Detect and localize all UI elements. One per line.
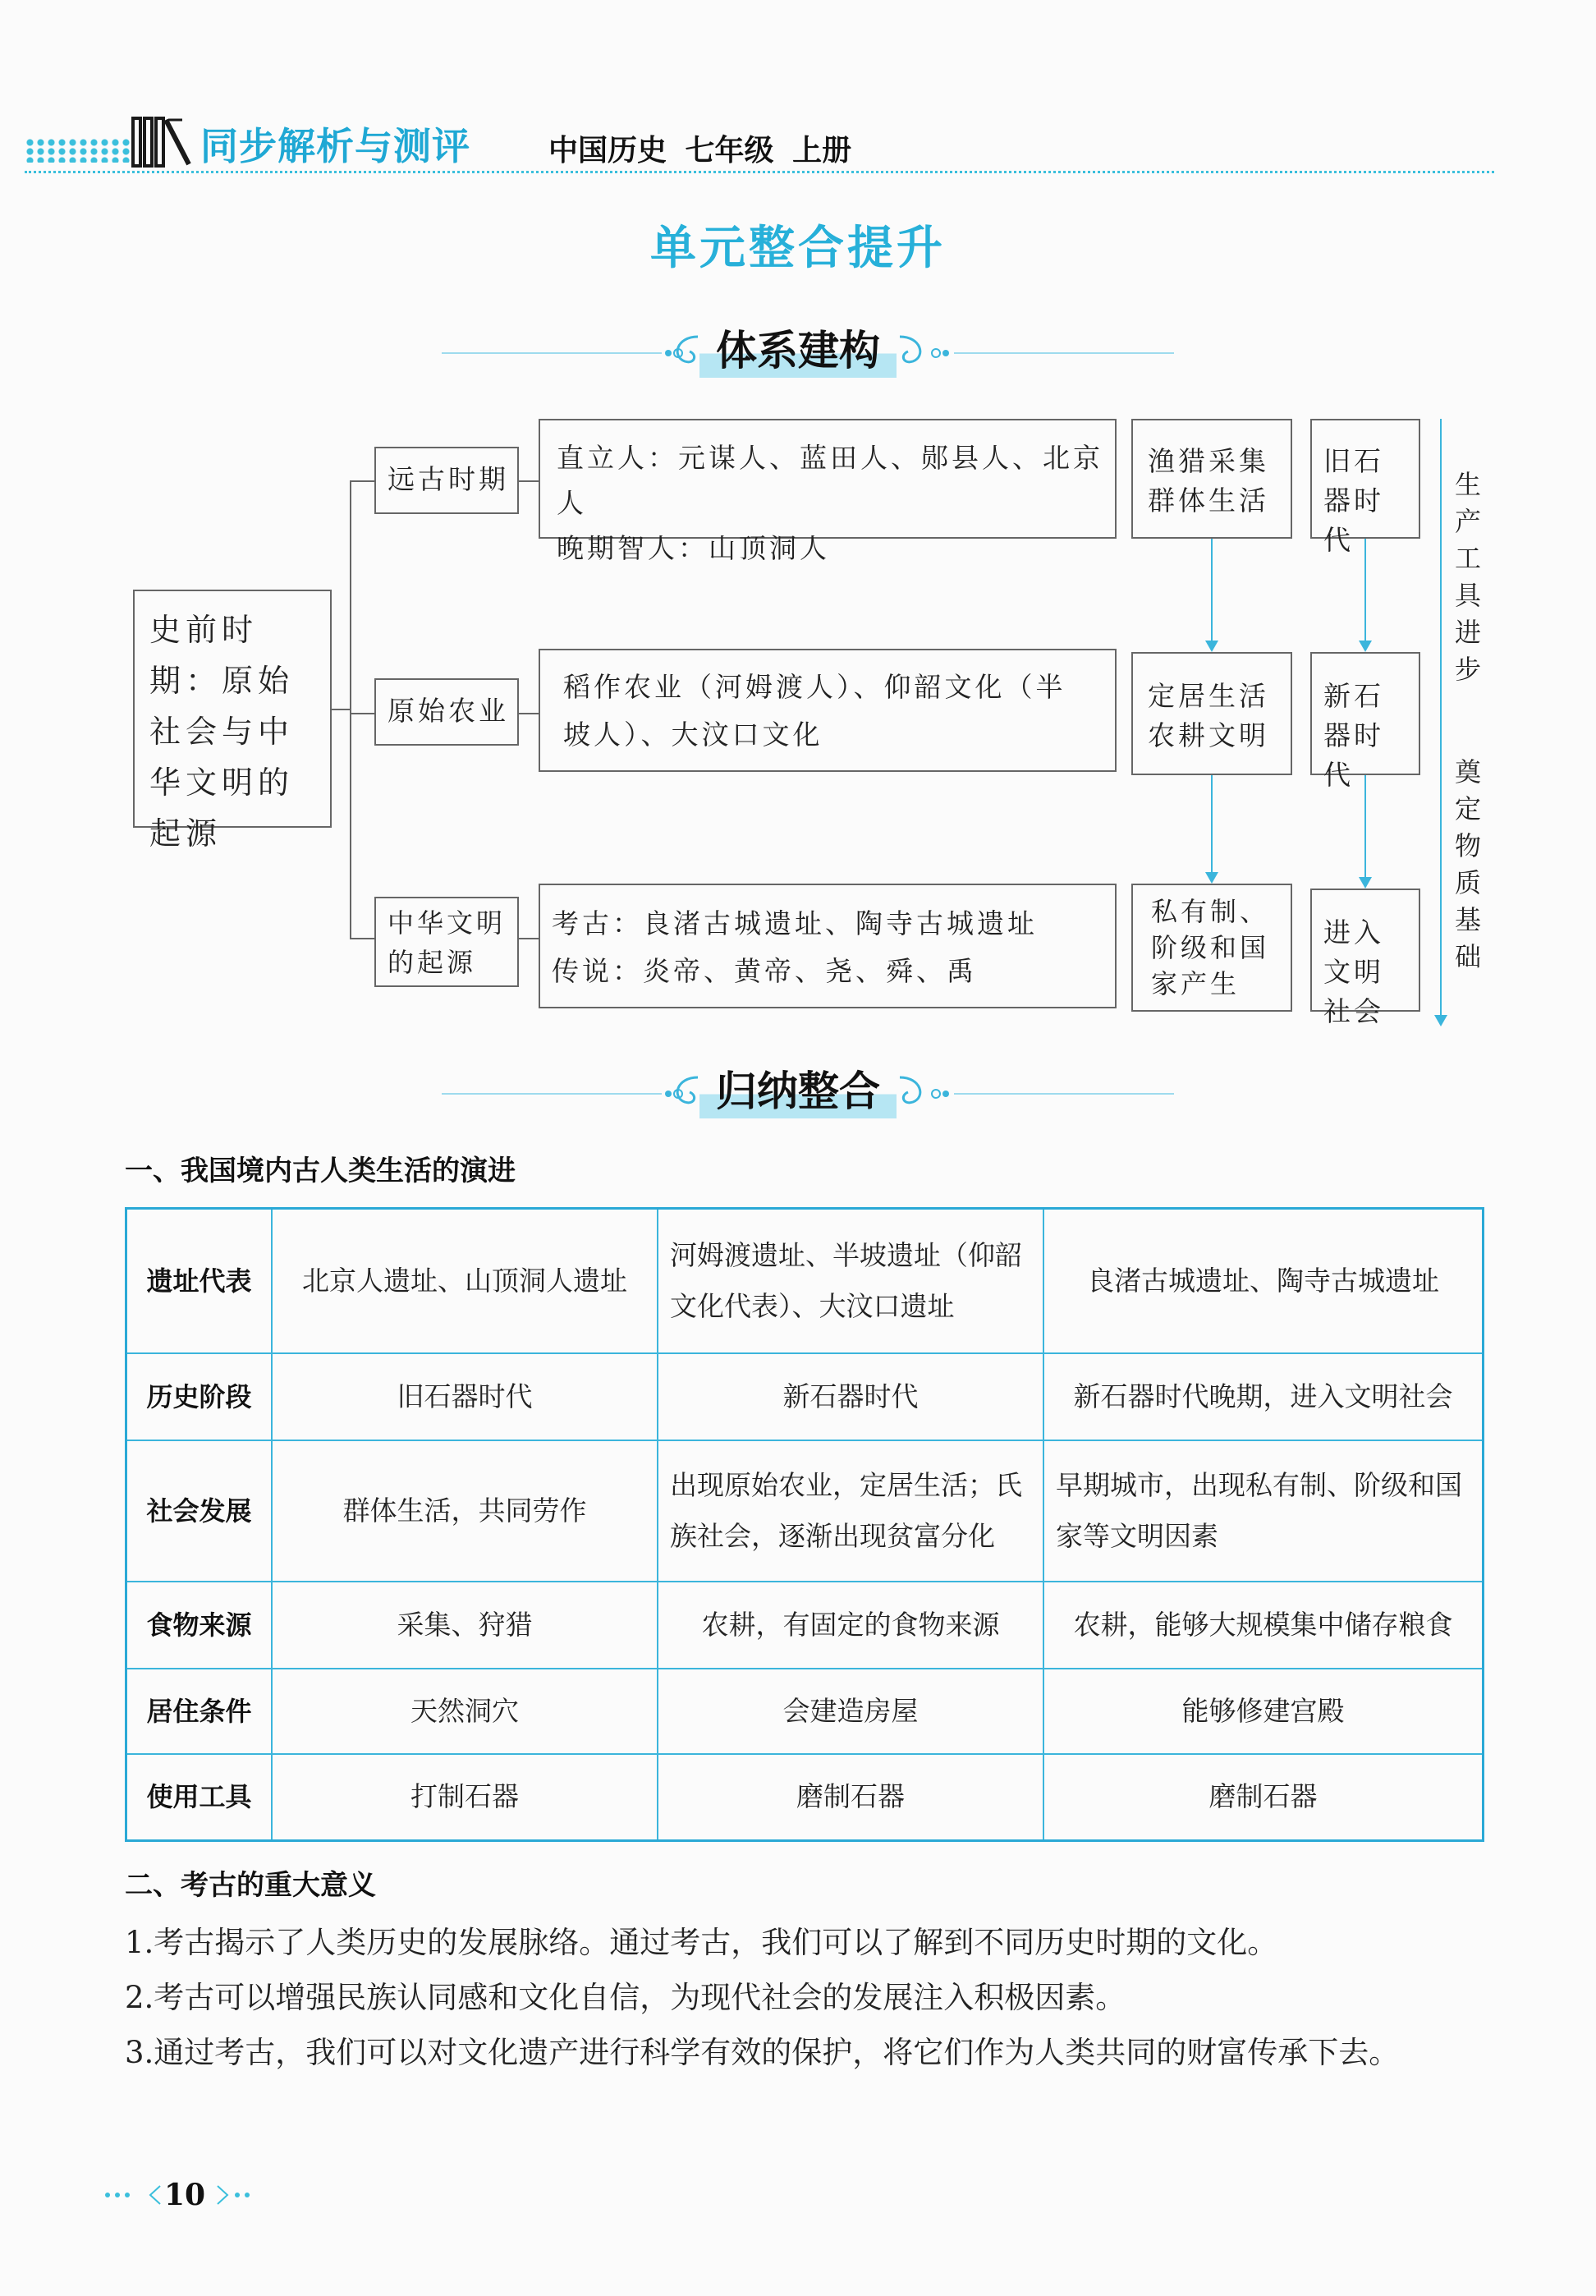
table-cell: 农耕，能够大规模集中储存粮食 xyxy=(1043,1582,1484,1669)
table-cell: 北京人遗址、山顶洞人遗址 xyxy=(272,1209,658,1353)
side-note-tools: 生产工具进步 xyxy=(1454,469,1481,685)
summary-banner xyxy=(624,1059,972,1125)
table-cell: 新石器时代晚期，进入文明社会 xyxy=(1043,1353,1484,1440)
table-cell: 早期城市，出现私有制、阶级和国家等文明因素 xyxy=(1043,1440,1484,1582)
structure-banner xyxy=(624,319,972,384)
life-label: 定居生活农耕文明 xyxy=(1148,680,1269,751)
table-cell: 天然洞穴 xyxy=(272,1669,658,1754)
down-arrow-icon xyxy=(1211,539,1213,649)
subject-line: 中国历史 七年级 上册 xyxy=(548,134,852,168)
connector xyxy=(332,709,350,710)
life-box xyxy=(1131,652,1292,775)
page-title: 单元整合提升 xyxy=(650,222,946,275)
down-arrow-icon xyxy=(1364,539,1366,649)
side-note-foundation: 奠定物质基础 xyxy=(1454,756,1481,972)
row-header: 历史阶段 xyxy=(126,1353,273,1440)
detail-line: 传说：炎帝、黄帝、尧、舜、禹 xyxy=(552,955,977,987)
life-label: 渔猎采集群体生活 xyxy=(1148,445,1269,517)
connector xyxy=(350,480,374,482)
right-ornament-icon xyxy=(928,348,1174,358)
significance-point: 1.考古揭示了人类历史的发展脉络。通过考古，我们可以了解到不同历史时期的文化。 xyxy=(125,1925,1278,1960)
life-box xyxy=(1131,419,1292,539)
era-label: 新石器时代 xyxy=(1323,680,1384,791)
detail-line: 坡人）、大汶口文化 xyxy=(563,719,823,751)
detail-line: 晚期智人：山顶洞人 xyxy=(557,532,830,564)
row-header: 食物来源 xyxy=(126,1582,273,1669)
connector xyxy=(519,713,539,714)
table-cell: 新石器时代 xyxy=(658,1353,1043,1440)
table-cell: 出现原始农业，定居生活；氏族社会，逐渐出现贫富分化 xyxy=(658,1440,1043,1582)
branch-detail-box xyxy=(539,649,1117,772)
table-cell: 磨制石器 xyxy=(1043,1754,1484,1841)
detail-line: 稻作农业（河姆渡人）、仰韶文化（半 xyxy=(563,671,1066,703)
detail-line: 直立人：元谋人、蓝田人、郧县人、北京人 xyxy=(557,442,1103,519)
structure-banner-label: 体系建构 xyxy=(699,324,897,378)
connector xyxy=(519,938,539,939)
summary-table xyxy=(125,1207,1484,1842)
section2-title: 二、考古的重大意义 xyxy=(125,1869,376,1902)
summary-banner-label: 归纳整合 xyxy=(699,1064,897,1118)
connector xyxy=(350,713,374,714)
header-dots xyxy=(25,138,131,163)
page-number: 10 xyxy=(164,2178,206,2212)
table-cell: 良渚古城遗址、陶寺古城遗址 xyxy=(1043,1209,1484,1353)
row-header: 遗址代表 xyxy=(126,1209,273,1353)
era-label: 旧石器时代 xyxy=(1323,445,1384,556)
branch-label: 中华文明的起源 xyxy=(388,907,507,978)
row-header: 居住条件 xyxy=(126,1669,273,1754)
swirl-left-icon xyxy=(668,332,701,371)
swirl-right-icon xyxy=(897,332,929,371)
table-cell: 打制石器 xyxy=(272,1754,658,1841)
detail-line: 考古：良渚古城遗址、陶寺古城遗址 xyxy=(552,907,1038,939)
diagram-root-label: 史前时期：原始社会与中华文明的起源 xyxy=(149,612,295,852)
table-cell: 农耕，有固定的食物来源 xyxy=(658,1582,1043,1669)
life-box xyxy=(1131,884,1292,1012)
down-arrow-icon xyxy=(1211,775,1213,880)
era-label: 进入文明社会 xyxy=(1323,916,1384,1027)
brand-title: 同步解析与测评 xyxy=(200,124,470,168)
section1-title: 一、我国境内古人类生活的演进 xyxy=(125,1155,516,1187)
table-cell: 会建造房屋 xyxy=(658,1669,1043,1754)
branch-label-box xyxy=(374,897,519,987)
significance-point: 3.通过考古，我们可以对文化遗产进行科学有效的保护，将它们作为人类共同的财富传承下去。 xyxy=(125,2035,1400,2070)
branch-label-box xyxy=(374,678,519,746)
table-cell: 群体生活，共同劳作 xyxy=(272,1440,658,1582)
row-header: 社会发展 xyxy=(126,1440,273,1582)
left-ornament-icon xyxy=(442,348,688,358)
row-header: 使用工具 xyxy=(126,1754,273,1841)
table-row xyxy=(126,1754,1484,1841)
table-cell: 能够修建宫殿 xyxy=(1043,1669,1484,1754)
header-divider xyxy=(25,171,1494,173)
significance-point: 2.考古可以增强民族认同感和文化自信，为现代社会的发展注入积极因素。 xyxy=(125,1980,1126,2015)
era-box xyxy=(1310,652,1420,791)
table-cell: 旧石器时代 xyxy=(272,1353,658,1440)
era-box xyxy=(1310,889,1420,1027)
table-row xyxy=(126,1440,1484,1582)
branch-label-box xyxy=(374,447,519,514)
swirl-right-icon xyxy=(897,1072,929,1112)
connector xyxy=(519,480,539,482)
table-row xyxy=(126,1353,1484,1440)
era-box xyxy=(1310,419,1420,556)
book-logo-icon xyxy=(130,113,194,171)
branch-label: 远古时期 xyxy=(388,463,509,495)
table-cell: 磨制石器 xyxy=(658,1754,1043,1841)
diagram-root-box xyxy=(133,590,332,852)
table-cell: 采集、狩猎 xyxy=(272,1582,658,1669)
connector xyxy=(350,938,374,939)
branch-detail-box xyxy=(539,884,1117,1008)
swirl-left-icon xyxy=(668,1072,701,1112)
table-row xyxy=(126,1582,1484,1669)
table-row xyxy=(126,1209,1484,1353)
table-cell: 河姆渡遗址、半坡遗址（仰韶文化代表）、大汶口遗址 xyxy=(658,1209,1043,1353)
right-ornament-icon xyxy=(928,1089,1174,1099)
branch-label: 原始农业 xyxy=(388,695,509,727)
connector xyxy=(350,480,351,938)
left-ornament-icon xyxy=(442,1089,688,1099)
life-label: 私有制、阶级和国家产生 xyxy=(1151,896,1270,999)
branch-detail-box xyxy=(539,419,1117,564)
progress-arrow-icon xyxy=(1440,419,1442,1023)
table-row xyxy=(126,1669,1484,1754)
down-arrow-icon xyxy=(1364,775,1366,885)
